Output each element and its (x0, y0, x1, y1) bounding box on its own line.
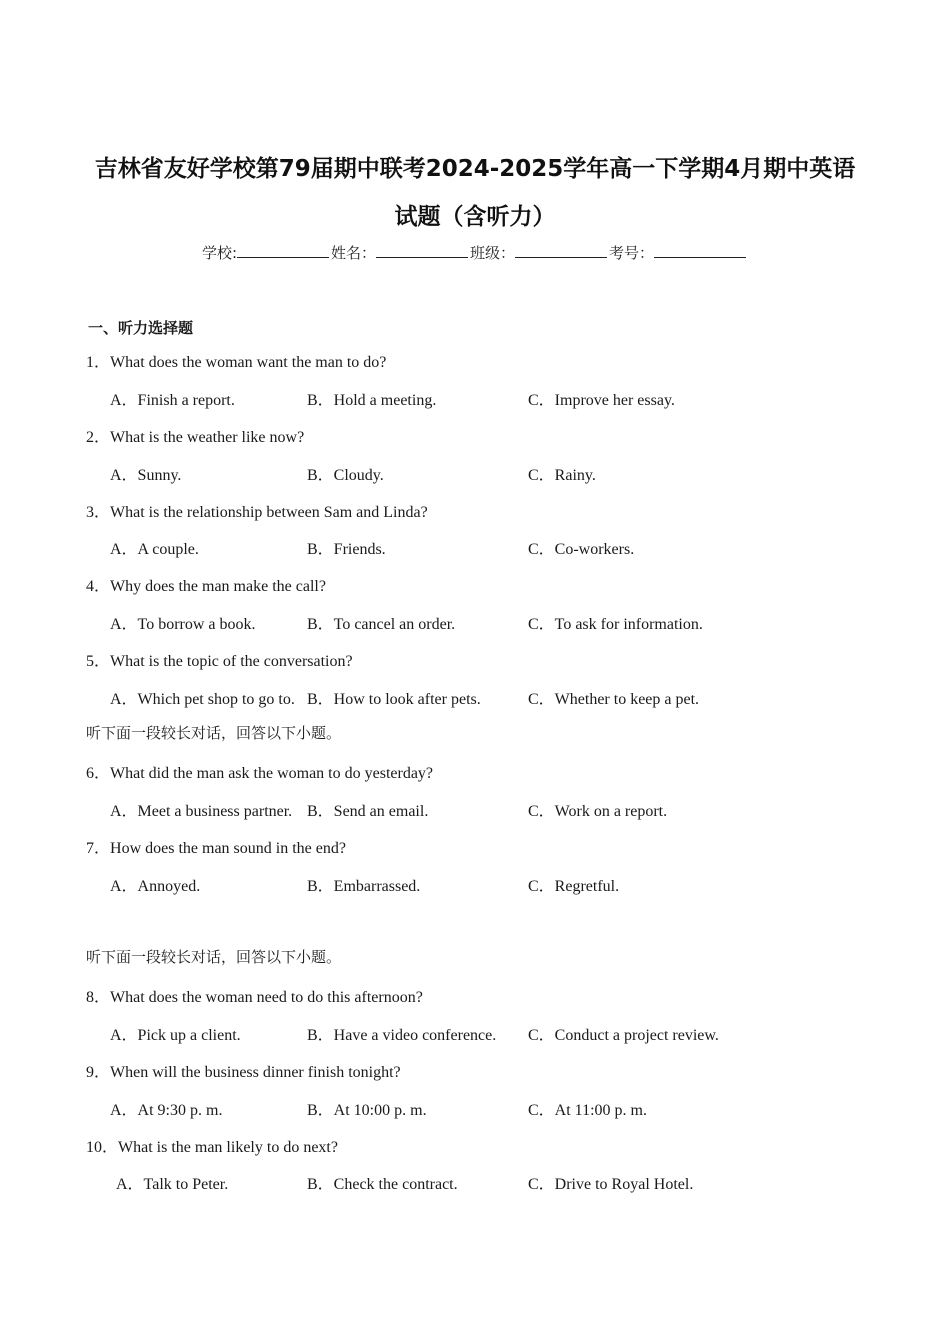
question-number: 3． (86, 504, 111, 521)
school-blank[interactable] (237, 243, 329, 258)
option-b[interactable]: B．Send an email. (307, 803, 429, 820)
option-a[interactable]: A．Meet a business partner. (110, 803, 293, 820)
option-c[interactable]: C．To ask for information. (528, 616, 703, 633)
question-1 (86, 349, 386, 372)
section-instruction: 听下面一段较长对话，回答以下小题。 (86, 948, 342, 966)
option-a[interactable]: A．Annoyed. (110, 878, 201, 895)
option-b[interactable]: B．To cancel an order. (307, 616, 456, 633)
question-number: 4． (86, 578, 111, 595)
question-text: What does the woman want the man to do? (110, 354, 387, 371)
option-c[interactable]: C．Work on a report. (528, 803, 668, 820)
option-c[interactable]: C．Whether to keep a pet. (528, 691, 700, 708)
option-c[interactable]: C．Conduct a project review. (528, 1027, 719, 1044)
question-text: What did the man ask the woman to do yesterday? (110, 765, 434, 782)
question-2 (86, 424, 304, 447)
name-label: 姓名： (331, 244, 377, 262)
question-number: 7． (86, 840, 111, 857)
question-text: What does the woman need to do this afternoon? (110, 989, 423, 1006)
page-title-continued: 试题（含听力） (394, 204, 556, 230)
question-6 (86, 760, 433, 783)
option-a[interactable]: A．To borrow a book. (110, 616, 256, 633)
option-c[interactable]: C．Regretful. (528, 878, 620, 895)
question-8 (86, 984, 423, 1007)
option-c[interactable]: C．Rainy. (528, 467, 596, 484)
id-label: 考号： (609, 244, 655, 262)
section-title: 一、听力选择题 (88, 319, 194, 337)
question-number: 2． (86, 429, 111, 446)
option-b[interactable]: B．At 10:00 p. m. (307, 1102, 427, 1119)
class-blank[interactable] (515, 243, 607, 258)
option-b[interactable]: B．Check the contract. (307, 1176, 458, 1193)
name-blank[interactable] (376, 243, 468, 258)
option-b[interactable]: B．Embarrassed. (307, 878, 421, 895)
question-number: 10． (86, 1139, 119, 1156)
option-c[interactable]: C．At 11:00 p. m. (528, 1102, 647, 1119)
option-a[interactable]: A．Finish a report. (110, 392, 235, 409)
question-text: When will the business dinner finish tonight? (110, 1064, 401, 1081)
id-blank[interactable] (654, 243, 746, 258)
option-c[interactable]: C．Drive to Royal Hotel. (528, 1176, 694, 1193)
option-c[interactable]: C．Improve her essay. (528, 392, 675, 409)
option-b[interactable]: B．How to look after pets. (307, 691, 481, 708)
option-a[interactable]: A．Pick up a client. (110, 1027, 241, 1044)
question-7 (86, 835, 346, 858)
question-number: 1． (86, 354, 111, 371)
section-instruction: 听下面一段较长对话，回答以下小题。 (86, 724, 342, 742)
question-number: 9． (86, 1064, 111, 1081)
question-10 (86, 1134, 338, 1157)
question-text: What is the relationship between Sam and Linda? (110, 504, 428, 521)
option-a[interactable]: A．At 9:30 p. m. (110, 1102, 223, 1119)
question-text: What is the topic of the conversation? (110, 653, 353, 670)
question-text: What is the man likely to do next? (118, 1139, 338, 1156)
option-b[interactable]: B．Friends. (307, 541, 386, 558)
option-b[interactable]: B．Cloudy. (307, 467, 384, 484)
option-a[interactable]: A．Talk to Peter. (116, 1176, 229, 1193)
question-5 (86, 648, 353, 671)
class-label: 班级： (470, 244, 516, 262)
option-a[interactable]: A．Which pet shop to go to. (110, 691, 295, 708)
option-a[interactable]: A．A couple. (110, 541, 199, 558)
question-number: 8． (86, 989, 111, 1006)
question-3 (86, 499, 428, 522)
question-text: What is the weather like now? (110, 429, 305, 446)
question-4 (86, 573, 326, 596)
option-b[interactable]: B．Hold a meeting. (307, 392, 437, 409)
question-number: 5． (86, 653, 111, 670)
option-b[interactable]: B．Have a video conference. (307, 1027, 497, 1044)
option-c[interactable]: C．Co-workers. (528, 541, 635, 558)
option-a[interactable]: A．Sunny. (110, 467, 182, 484)
question-text: Why does the man make the call? (110, 578, 326, 595)
page-title: 吉林省友好学校第79届期中联考2024-2025学年高一下学期4月期中英语 (94, 156, 856, 182)
question-text: How does the man sound in the end? (110, 840, 346, 857)
question-number: 6． (86, 765, 111, 782)
student-info-line (0, 242, 950, 263)
school-label: 学校: (201, 244, 237, 262)
question-9 (86, 1059, 401, 1082)
